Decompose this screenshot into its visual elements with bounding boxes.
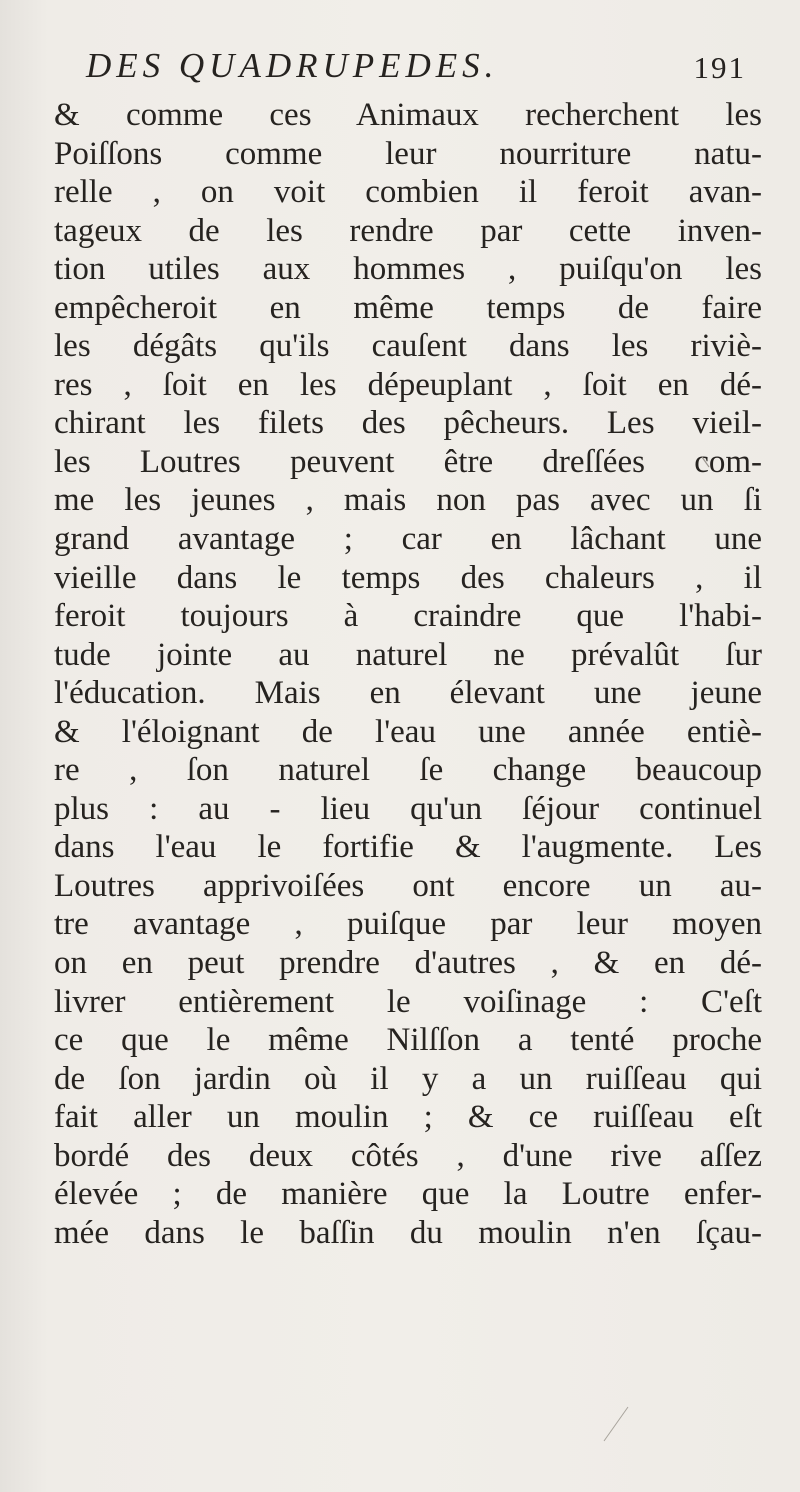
text-line: res , ſoit en les dépeuplant , ſoit en dé-: [54, 366, 762, 403]
body-text: [54, 96, 762, 1252]
text-line: de ſon jardin où il y a un ruiſſeau qui: [54, 1060, 762, 1097]
text-line: me les jeunes , mais non pas avec un ſi: [54, 482, 762, 519]
page-header: [86, 46, 746, 96]
text-line: tude jointe au naturel ne prévalût ſur: [54, 636, 762, 673]
page-number: 191: [693, 50, 746, 85]
text-line: plus : au - lieu qu'un ſéjour continuel: [54, 790, 762, 827]
text-line: l'éducation. Mais en élevant une jeune: [54, 675, 762, 712]
running-title: DES QUADRUPEDES.: [86, 46, 499, 85]
paper-speck: [700, 455, 712, 469]
text-line: dans l'eau le fortifie & l'augmente. Les: [54, 829, 762, 866]
text-line: livrer entièrement le voiſinage : C'eſt: [54, 983, 762, 1020]
text-line: grand avantage ; car en lâchant une: [54, 521, 762, 558]
text-line: ce que le même Nilſſon a tenté proche: [54, 1022, 762, 1059]
text-line: Loutres apprivoiſées ont encore un au-: [54, 867, 762, 904]
text-line: tion utiles aux hommes , puiſqu'on les: [54, 251, 762, 288]
text-line: fait aller un moulin ; & ce ruiſſeau eſt: [54, 1099, 762, 1136]
text-line: tre avantage , puiſque par leur moyen: [54, 906, 762, 943]
text-line: vieille dans le temps des chaleurs , il: [54, 559, 762, 596]
text-line: les Loutres peuvent être dreſſées com-: [54, 443, 762, 480]
text-line: mée dans le baſſin du moulin n'en ſçau-: [54, 1214, 762, 1251]
text-line: tageux de les rendre par cette inven-: [54, 212, 762, 249]
text-line: Poiſſons comme leur nourriture natu-: [54, 135, 762, 172]
text-line: feroit toujours à craindre que l'habi-: [54, 598, 762, 635]
text-line: élevée ; de manière que la Loutre enfer-: [54, 1176, 762, 1213]
text-line: & comme ces Animaux recherchent les: [54, 97, 762, 133]
text-line: bordé des deux côtés , d'une rive aſſez: [54, 1137, 762, 1174]
text-line: empêcheroit en même temps de faire: [54, 289, 762, 326]
text-line: chirant les filets des pêcheurs. Les vieil-: [54, 405, 762, 442]
paper-speck: [600, 1405, 630, 1445]
text-line: & l'éloignant de l'eau une année entiè-: [54, 713, 762, 750]
text-line: les dégâts qu'ils cauſent dans les riviè-: [54, 328, 762, 365]
text-line: on en peut prendre d'autres , & en dé-: [54, 945, 762, 982]
text-line: relle , on voit combien il feroit avan-: [54, 174, 762, 211]
text-line: re , ſon naturel ſe change beaucoup: [54, 752, 762, 789]
